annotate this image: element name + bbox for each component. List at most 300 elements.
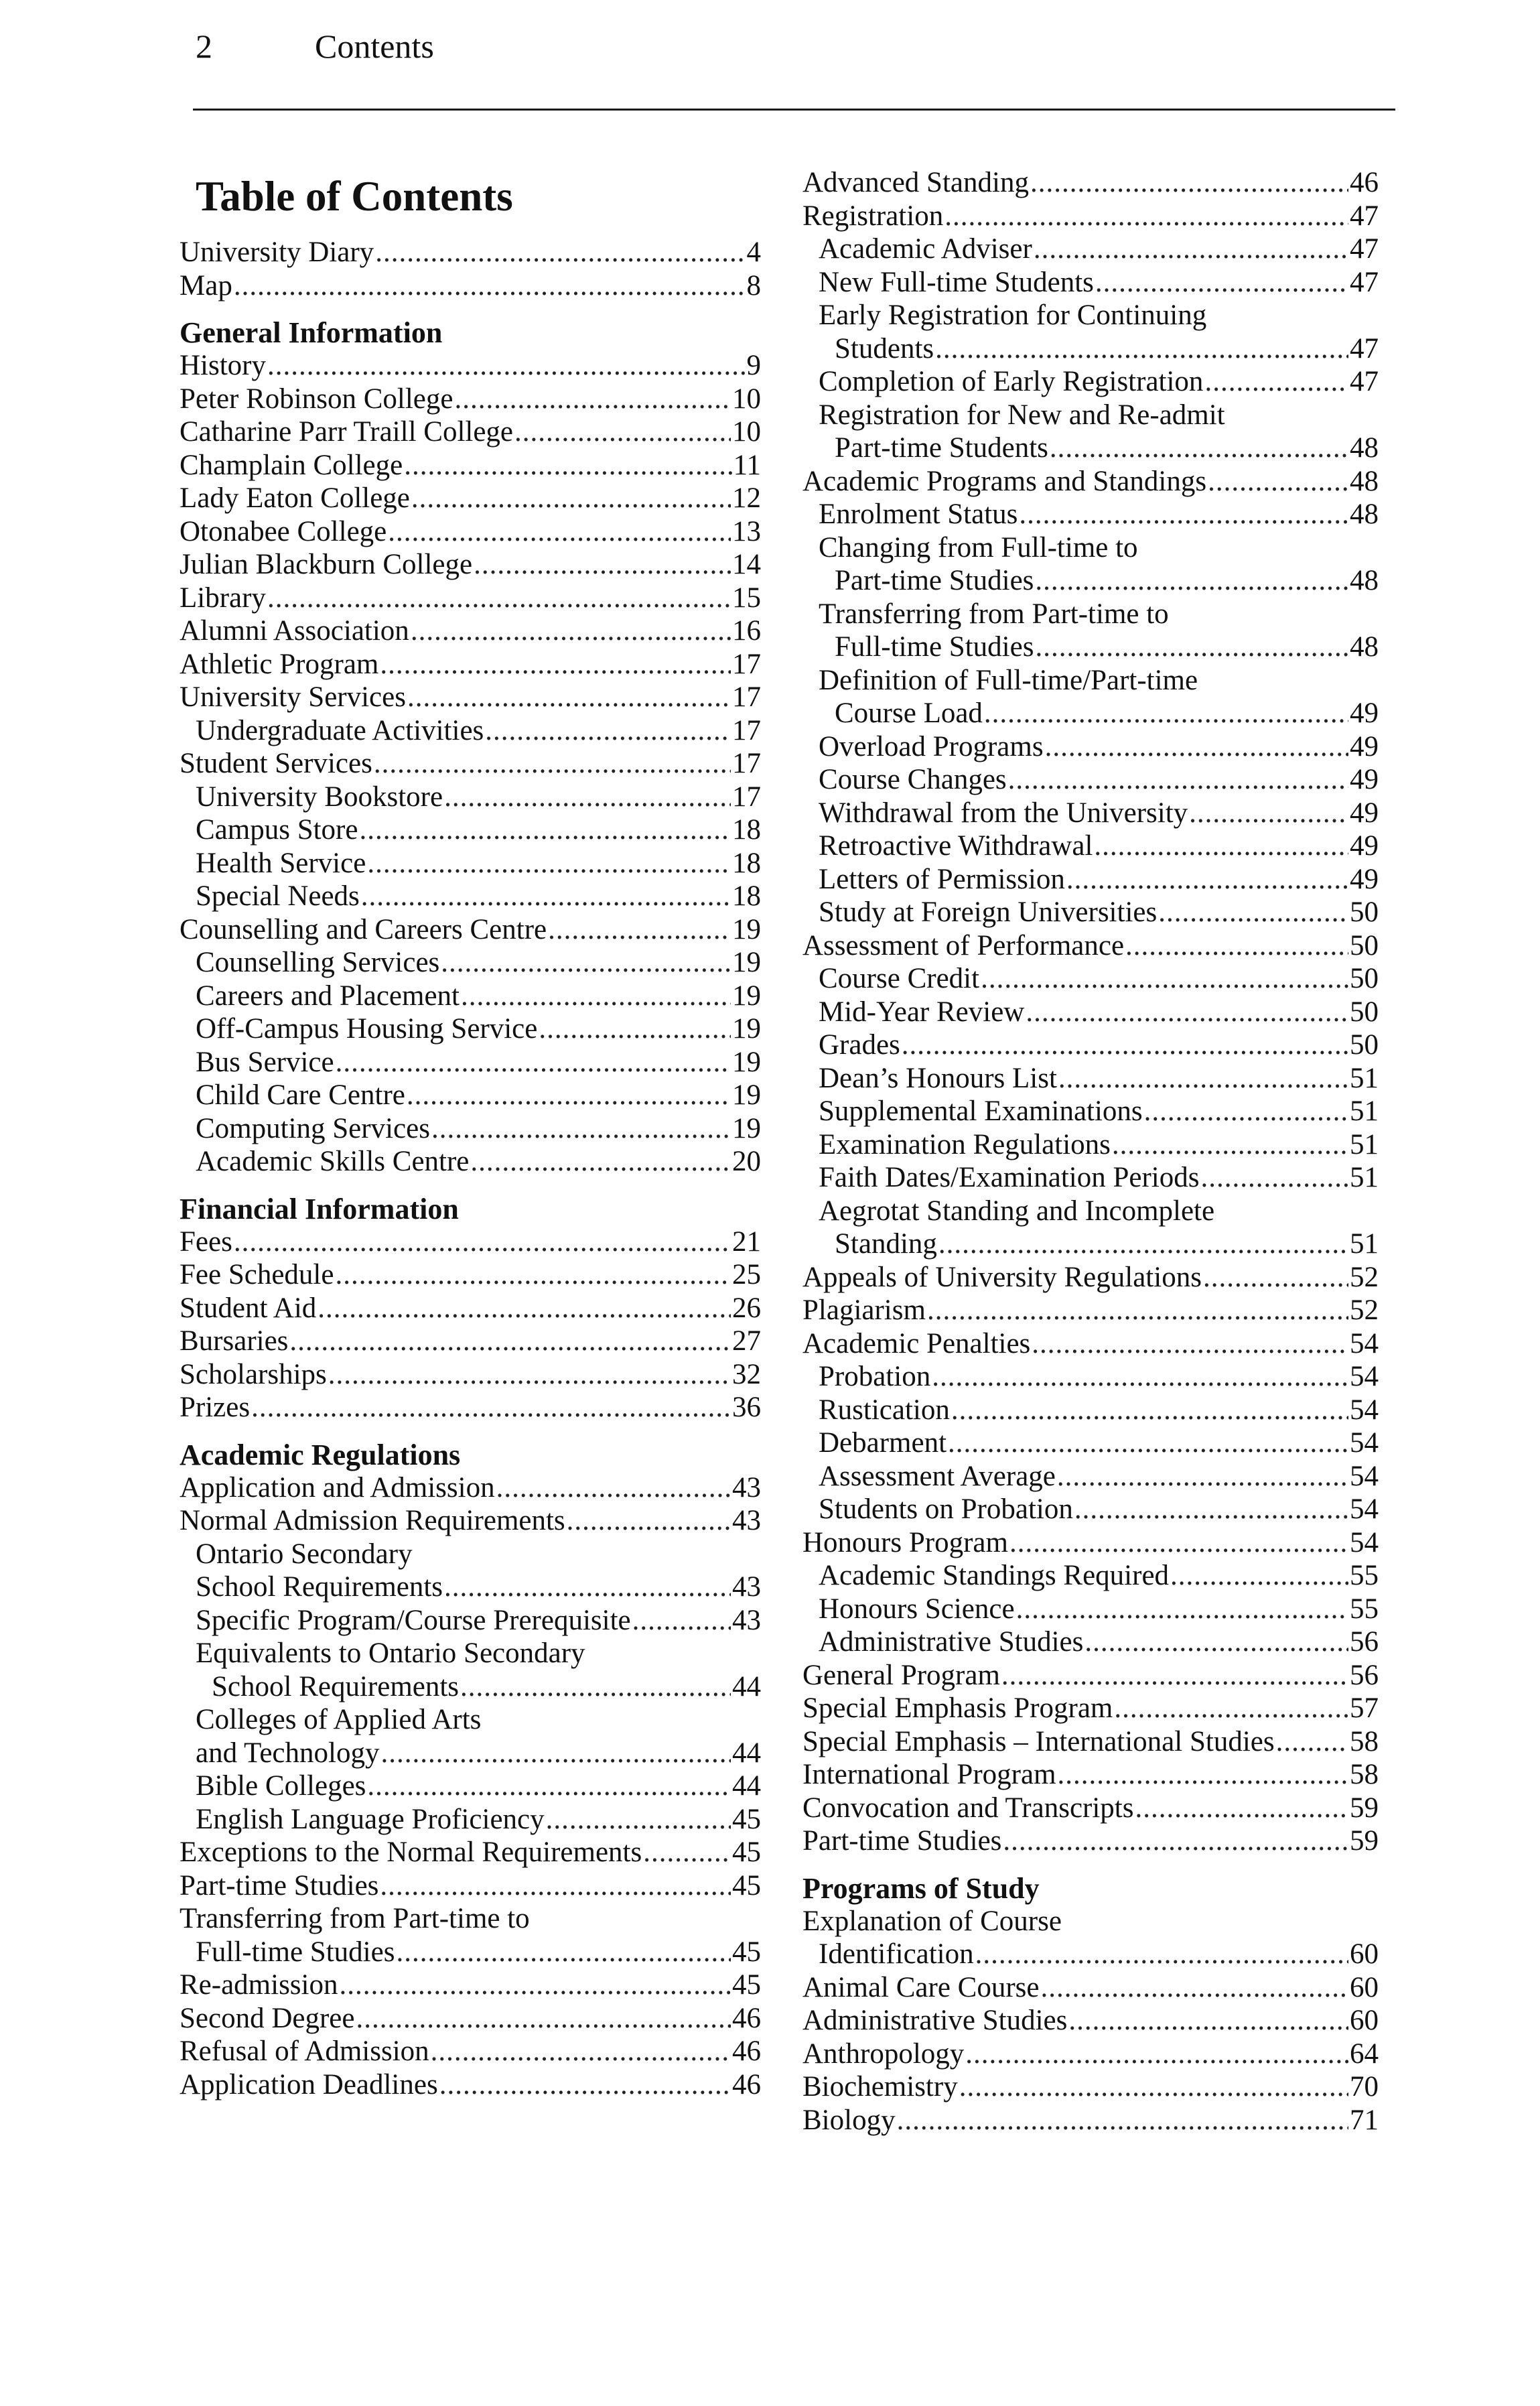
toc-entry-title: General Program xyxy=(802,1659,1000,1691)
dot-leader xyxy=(1001,1659,1348,1692)
toc-entry-page: 47 xyxy=(1350,332,1379,364)
toc-entry-title: Honours Science xyxy=(819,1593,1015,1625)
toc-entry xyxy=(180,747,761,781)
toc-entry-title: Withdrawal from the University xyxy=(819,797,1188,829)
toc-entry-title: Debarment xyxy=(819,1427,947,1459)
toc-entry xyxy=(802,763,1379,797)
toc-entry-title: Assessment Average xyxy=(819,1460,1056,1492)
toc-entry xyxy=(180,1046,761,1079)
toc-entry-page: 32 xyxy=(732,1358,761,1390)
toc-entry-title: Letters of Permission xyxy=(819,863,1065,895)
toc-entry-title: Overload Programs xyxy=(819,730,1044,762)
toc-entry-page: 47 xyxy=(1350,266,1379,298)
dot-leader xyxy=(485,714,731,748)
toc-entry-title: Registration xyxy=(802,200,944,232)
toc-entry xyxy=(802,2070,1379,2104)
dot-leader xyxy=(539,1012,731,1046)
toc-entry-page: 46 xyxy=(732,2002,761,2034)
toc-entry xyxy=(180,980,761,1013)
toc-entry-page: 54 xyxy=(1350,1493,1379,1525)
toc-entry-title: Grades xyxy=(819,1029,900,1061)
toc-entry-title: Full-time Studies xyxy=(835,631,1034,663)
dot-leader xyxy=(1170,1559,1348,1593)
toc-entry xyxy=(180,1292,761,1325)
toc-entry-title: Academic Programs and Standings xyxy=(802,465,1207,497)
toc-entry xyxy=(802,2104,1379,2137)
toc-entry-title: Peter Robinson College xyxy=(180,383,453,415)
toc-entry-page: 21 xyxy=(732,1225,761,1258)
toc-entry xyxy=(180,1968,761,2002)
dot-leader xyxy=(1035,630,1348,664)
toc-entry-title: Catharine Parr Traill College xyxy=(180,416,514,448)
toc-entry xyxy=(802,1227,1379,1261)
toc-entry-page: 49 xyxy=(1350,764,1379,795)
toc-entry xyxy=(180,1145,761,1179)
toc-entry-page: 44 xyxy=(732,1770,761,1802)
toc-entry-page: 45 xyxy=(732,1803,761,1835)
toc-entry-title: Course Changes xyxy=(819,764,1007,795)
toc-entry-title: Scholarships xyxy=(180,1358,327,1390)
dot-leader xyxy=(1009,1526,1348,1560)
toc-entry xyxy=(180,1471,761,1505)
toc-entry-title: Supplemental Examinations xyxy=(819,1095,1143,1127)
toc-entry-title: Administrative Studies xyxy=(802,2005,1068,2036)
toc-entry-page: 49 xyxy=(1350,697,1379,729)
toc-entry-title: Special Emphasis Program xyxy=(802,1692,1113,1724)
toc-entry xyxy=(802,896,1379,929)
toc-entry xyxy=(180,1869,761,1903)
dot-leader xyxy=(289,1325,731,1358)
toc-entry-title: Application and Admission xyxy=(180,1471,495,1503)
dot-leader xyxy=(902,1028,1348,1062)
toc-entry xyxy=(180,2002,761,2035)
toc-entry xyxy=(180,449,761,482)
toc-entry-title: Appeals of University Regulations xyxy=(802,1261,1202,1293)
toc-entry-page: 44 xyxy=(732,1737,761,1769)
running-header-title: Contents xyxy=(315,27,434,65)
toc-left-column xyxy=(180,166,761,2101)
dot-leader xyxy=(1019,498,1348,531)
toc-entry-title: University Diary xyxy=(180,237,374,268)
toc-entry-page: 48 xyxy=(1350,631,1379,663)
toc-entry xyxy=(802,1758,1379,1792)
toc-entry-title: Academic Skills Centre xyxy=(196,1146,470,1177)
toc-entry-page: 16 xyxy=(732,615,761,647)
toc-entry-title: Rustication xyxy=(819,1394,950,1426)
dot-leader xyxy=(367,1769,731,1803)
toc-entry-title: Fee Schedule xyxy=(180,1259,334,1290)
dot-leader xyxy=(1035,564,1348,598)
toc-entry-page: 57 xyxy=(1350,1692,1379,1724)
dot-leader xyxy=(407,1079,731,1112)
section-heading-programs-of-study: Programs of Study xyxy=(802,1871,1040,1905)
toc-entry-title: Course Load xyxy=(835,697,983,729)
dot-leader xyxy=(1144,1095,1348,1128)
dot-leader xyxy=(959,2070,1348,2104)
dot-leader xyxy=(1125,929,1348,963)
toc-entry xyxy=(180,1737,761,1770)
dot-leader xyxy=(1135,1792,1348,1825)
toc-entry-title: Administrative Studies xyxy=(819,1626,1084,1658)
toc-entry-page: 19 xyxy=(732,1079,761,1111)
toc-entry-page: 10 xyxy=(732,416,761,448)
dot-leader xyxy=(431,1112,731,1146)
dot-leader xyxy=(514,415,731,449)
dot-leader xyxy=(1030,166,1348,200)
toc-entry-page: 17 xyxy=(732,781,761,813)
toc-entry-page: 51 xyxy=(1350,1228,1379,1260)
toc-entry-page: 18 xyxy=(732,880,761,912)
dot-leader xyxy=(1068,2004,1348,2037)
dot-leader xyxy=(1034,232,1348,266)
toc-entry-title: Re-admission xyxy=(180,1969,338,2001)
toc-entry xyxy=(802,1938,1379,1971)
toc-entry-page: 17 xyxy=(732,748,761,779)
toc-entry-title: Part-time Studies xyxy=(802,1825,1002,1857)
toc-entry-page: 43 xyxy=(732,1571,761,1603)
toc-entry xyxy=(802,1360,1379,1394)
toc-entry-page: 49 xyxy=(1350,797,1379,829)
toc-entry-title: Probation xyxy=(819,1361,931,1392)
toc-entry xyxy=(802,200,1379,233)
toc-entry-title: Special Needs xyxy=(196,880,360,912)
toc-entry-title: Bus Service xyxy=(196,1046,334,1078)
toc-entry-title: Mid-Year Review xyxy=(819,996,1025,1028)
toc-entry-page: 48 xyxy=(1350,565,1379,596)
toc-entry-text: Explanation of Course xyxy=(802,1905,1062,1937)
toc-entry-page: 52 xyxy=(1350,1261,1379,1293)
toc-entry-title: Retroactive Withdrawal xyxy=(819,830,1093,862)
page-title: Table of Contents xyxy=(196,173,513,220)
dot-leader xyxy=(470,1145,731,1179)
dot-leader xyxy=(1114,1692,1348,1725)
toc-entry xyxy=(802,697,1379,730)
toc-entry-title: History xyxy=(180,350,266,381)
toc-entry xyxy=(802,1659,1379,1692)
dot-leader xyxy=(441,946,731,980)
toc-entry xyxy=(802,1824,1379,1858)
toc-entry-page: 50 xyxy=(1350,1029,1379,1061)
dot-leader xyxy=(380,648,731,681)
toc-entry-title: Completion of Early Registration xyxy=(819,366,1204,397)
toc-entry-page: 45 xyxy=(732,1836,761,1868)
toc-entry-page: 49 xyxy=(1350,730,1379,762)
dot-leader xyxy=(339,1968,731,2002)
toc-entry-page: 27 xyxy=(732,1325,761,1357)
toc-entry xyxy=(802,863,1379,896)
toc-entry-title: Application Deadlines xyxy=(180,2068,438,2100)
dot-leader xyxy=(444,781,731,814)
toc-entry-title: Examination Regulations xyxy=(819,1128,1111,1160)
dot-leader xyxy=(935,332,1348,366)
toc-entry xyxy=(180,269,761,303)
dot-leader xyxy=(1016,1593,1348,1626)
toc-entry-title: Athletic Program xyxy=(180,648,379,680)
toc-entry-title: Off-Campus Housing Service xyxy=(196,1013,538,1045)
dot-leader xyxy=(944,200,1348,233)
toc-entry-page: 51 xyxy=(1350,1062,1379,1094)
toc-entry xyxy=(180,1604,761,1638)
dot-leader xyxy=(1026,996,1348,1029)
toc-entry xyxy=(802,1692,1379,1725)
toc-entry-title: Assessment of Performance xyxy=(802,929,1125,961)
toc-entry-title: Lady Eaton College xyxy=(180,482,410,514)
toc-entry xyxy=(180,913,761,947)
toc-entry xyxy=(802,498,1379,531)
toc-entry-title: Prizes xyxy=(180,1392,251,1423)
toc-entry-text: Early Registration for Continuing xyxy=(819,299,1207,331)
dot-leader xyxy=(927,1294,1348,1327)
toc-entry-page: 14 xyxy=(732,549,761,580)
toc-entry-page: 54 xyxy=(1350,1427,1379,1459)
toc-entry-page: 54 xyxy=(1350,1526,1379,1558)
toc-entry-page: 49 xyxy=(1350,830,1379,862)
dot-leader xyxy=(1058,1758,1348,1792)
toc-entry-page: 56 xyxy=(1350,1659,1379,1691)
toc-entry-title: Bible Colleges xyxy=(196,1770,366,1802)
toc-entry-page: 19 xyxy=(732,913,761,945)
toc-entry xyxy=(802,1294,1379,1327)
dot-leader xyxy=(897,2104,1348,2137)
dot-leader xyxy=(548,913,731,947)
toc-entry-page: 12 xyxy=(732,482,761,514)
toc-entry-page: 48 xyxy=(1350,498,1379,530)
toc-entry-title: Careers and Placement xyxy=(196,980,460,1012)
toc-entry-page: 11 xyxy=(733,449,761,481)
toc-entry-page: 60 xyxy=(1350,1938,1379,1970)
toc-entry-page: 52 xyxy=(1350,1294,1379,1326)
toc-entry-page: 17 xyxy=(732,681,761,713)
toc-entry-page: 43 xyxy=(732,1604,761,1636)
toc-entry-page: 25 xyxy=(732,1259,761,1290)
toc-entry-page: 19 xyxy=(732,1112,761,1144)
section-heading-general-information: General Information xyxy=(180,316,443,349)
toc-entry-page: 46 xyxy=(732,2068,761,2100)
toc-entry-page: 46 xyxy=(1350,167,1379,198)
toc-entry-title: Alumni Association xyxy=(180,615,409,647)
toc-entry-page: 55 xyxy=(1350,1593,1379,1625)
toc-entry xyxy=(180,1391,761,1424)
toc-entry-title: Special Emphasis – International Studies xyxy=(802,1725,1275,1757)
toc-entry-page: 55 xyxy=(1350,1560,1379,1591)
header-rule xyxy=(193,109,1395,111)
dot-leader xyxy=(328,1358,731,1392)
toc-entry-page: 8 xyxy=(746,269,761,302)
toc-entry-page: 64 xyxy=(1350,2037,1379,2070)
toc-entry-title: Part-time Studies xyxy=(180,1869,379,1901)
toc-entry xyxy=(802,332,1379,366)
toc-entry-page: 47 xyxy=(1350,366,1379,397)
toc-entry xyxy=(180,548,761,582)
toc-entry-title: Specific Program/Course Prerequisite xyxy=(196,1604,631,1636)
toc-entry-title: Animal Care Course xyxy=(802,1971,1040,2003)
toc-entry-title: Biochemistry xyxy=(802,2071,958,2102)
toc-entry-page: 10 xyxy=(732,383,761,415)
toc-entry xyxy=(180,515,761,549)
toc-entry-text: Colleges of Applied Arts xyxy=(196,1704,482,1735)
toc-entry xyxy=(802,2037,1379,2071)
toc-entry xyxy=(180,1225,761,1259)
dot-leader xyxy=(411,614,731,648)
section-heading-academic-regulations: Academic Regulations xyxy=(180,1438,461,1471)
dot-leader xyxy=(234,1225,731,1259)
toc-entry xyxy=(180,383,761,416)
toc-entry-page: 9 xyxy=(746,350,761,381)
dot-leader xyxy=(375,236,745,269)
toc-entry-page: 43 xyxy=(732,1505,761,1536)
dot-leader xyxy=(1008,763,1348,797)
toc-entry xyxy=(180,1325,761,1358)
dot-leader xyxy=(335,1258,731,1292)
toc-entry-title: Enrolment Status xyxy=(819,498,1018,530)
toc-entry xyxy=(180,1836,761,1869)
dot-leader xyxy=(1203,1261,1348,1294)
toc-entry-title: Anthropology xyxy=(802,2037,965,2070)
dot-leader xyxy=(1095,266,1348,299)
toc-entry-page: 13 xyxy=(732,515,761,547)
toc-entry-page: 51 xyxy=(1350,1095,1379,1127)
dot-leader xyxy=(1200,1161,1348,1195)
toc-entry-page: 50 xyxy=(1350,963,1379,994)
dot-leader xyxy=(1084,1625,1348,1659)
toc-entry-title: Student Services xyxy=(180,748,372,779)
toc-entry xyxy=(802,232,1379,266)
toc-entry-text: Ontario Secondary xyxy=(196,1538,413,1570)
toc-entry-page: 49 xyxy=(1350,863,1379,895)
dot-leader xyxy=(336,1046,731,1079)
toc-entry-title: Julian Blackburn College xyxy=(180,549,473,580)
toc-entry-title: Part-time Studies xyxy=(835,565,1034,596)
toc-entry xyxy=(180,1803,761,1836)
toc-entry-title: Academic Standings Required xyxy=(819,1560,1170,1591)
toc-entry-page: 18 xyxy=(732,847,761,879)
toc-entry xyxy=(802,2004,1379,2037)
dot-leader xyxy=(356,2002,731,2035)
toc-entry xyxy=(180,582,761,615)
toc-entry xyxy=(802,365,1379,399)
toc-entry-page: 50 xyxy=(1350,929,1379,961)
toc-entry-page: 20 xyxy=(732,1146,761,1177)
dot-leader xyxy=(461,980,731,1013)
toc-entry-page: 70 xyxy=(1350,2071,1379,2102)
toc-entry-title: Computing Services xyxy=(196,1112,430,1144)
toc-entry-title: Full-time Studies xyxy=(196,1936,395,1968)
dot-leader xyxy=(411,482,731,515)
dot-leader xyxy=(1074,1493,1348,1526)
toc-entry-title: Counselling Services xyxy=(196,947,440,978)
toc-entry-page: 54 xyxy=(1350,1327,1379,1359)
toc-entry xyxy=(180,681,761,714)
toc-entry-page: 54 xyxy=(1350,1460,1379,1492)
toc-entry-text: Changing from Full-time to xyxy=(819,531,1138,563)
toc-entry-title: International Program xyxy=(802,1759,1056,1790)
toc-entry xyxy=(180,1258,761,1292)
toc-right-column xyxy=(802,166,1379,2137)
dot-leader xyxy=(1040,1971,1348,2005)
dot-leader xyxy=(1045,730,1348,764)
toc-entry-text: Equivalents to Ontario Secondary xyxy=(196,1638,585,1669)
toc-entry xyxy=(802,1394,1379,1427)
toc-entry xyxy=(802,929,1379,963)
toc-entry-text: Aegrotat Standing and Incomplete xyxy=(819,1195,1215,1227)
toc-entry xyxy=(802,266,1379,299)
dot-leader xyxy=(951,1394,1348,1427)
toc-entry xyxy=(180,648,761,681)
toc-entry-page: 48 xyxy=(1350,432,1379,464)
dot-leader xyxy=(404,449,731,482)
toc-entry-title: Refusal of Admission xyxy=(180,2035,429,2067)
toc-entry-title: Student Aid xyxy=(180,1292,317,1324)
toc-entry-title: Second Degree xyxy=(180,2002,355,2034)
toc-entry-title: Undergraduate Activities xyxy=(196,714,484,746)
toc-entry-title: School Requirements xyxy=(212,1670,460,1702)
toc-entry-text: Registration for New and Re-admit xyxy=(819,399,1225,431)
toc-entry xyxy=(180,946,761,980)
dot-leader xyxy=(1058,1062,1348,1095)
toc-entry-title: University Services xyxy=(180,681,406,713)
toc-entry xyxy=(802,1725,1379,1759)
dot-leader xyxy=(948,1426,1348,1460)
toc-entry-title: New Full-time Students xyxy=(819,266,1094,298)
toc-entry xyxy=(180,482,761,515)
toc-entry xyxy=(180,1079,761,1112)
toc-entry-title: Child Care Centre xyxy=(196,1079,405,1111)
toc-entry-page: 36 xyxy=(732,1392,761,1423)
toc-entry-title: Students on Probation xyxy=(819,1493,1073,1525)
toc-entry xyxy=(802,996,1379,1029)
toc-entry xyxy=(802,465,1379,498)
toc-entry xyxy=(180,714,761,748)
dot-leader xyxy=(359,813,731,847)
toc-entry-page: 48 xyxy=(1350,465,1379,497)
toc-entry xyxy=(180,2068,761,2102)
toc-entry-page: 18 xyxy=(732,814,761,846)
dot-leader xyxy=(546,1803,731,1836)
toc-entry-page: 60 xyxy=(1350,2005,1379,2036)
toc-entry-text: Transferring from Part-time to xyxy=(819,598,1169,630)
toc-entry-page: 44 xyxy=(732,1670,761,1702)
toc-entry-page: 46 xyxy=(732,2035,761,2067)
toc-entry-page: 17 xyxy=(732,714,761,746)
toc-entry xyxy=(802,1971,1379,2005)
toc-entry-title: Dean’s Honours List xyxy=(819,1062,1057,1094)
toc-entry-title: Map xyxy=(180,269,232,302)
toc-entry xyxy=(802,1095,1379,1128)
toc-entry-title: School Requirements xyxy=(196,1571,443,1603)
toc-entry-title: Convocation and Transcripts xyxy=(802,1792,1134,1824)
toc-entry-title: Biology xyxy=(802,2104,896,2136)
toc-entry xyxy=(802,166,1379,200)
toc-entry-page: 58 xyxy=(1350,1759,1379,1790)
toc-entry-page: 60 xyxy=(1350,1971,1379,2003)
dot-leader xyxy=(1094,829,1348,863)
dot-leader xyxy=(632,1604,731,1638)
dot-leader xyxy=(374,747,731,781)
toc-entry xyxy=(180,813,761,847)
toc-entry-page: 59 xyxy=(1350,1792,1379,1824)
dot-leader xyxy=(1208,465,1348,498)
toc-entry xyxy=(180,1504,761,1538)
toc-entry xyxy=(802,1028,1379,1062)
toc-entry-title: Bursaries xyxy=(180,1325,289,1357)
toc-entry-title: Counselling and Careers Centre xyxy=(180,913,547,945)
toc-entry xyxy=(180,880,761,913)
toc-entry-text: Definition of Full-time/Part-time xyxy=(819,664,1198,696)
toc-entry xyxy=(802,1128,1379,1162)
toc-entry xyxy=(802,962,1379,996)
toc-entry xyxy=(802,730,1379,764)
toc-entry xyxy=(180,614,761,648)
